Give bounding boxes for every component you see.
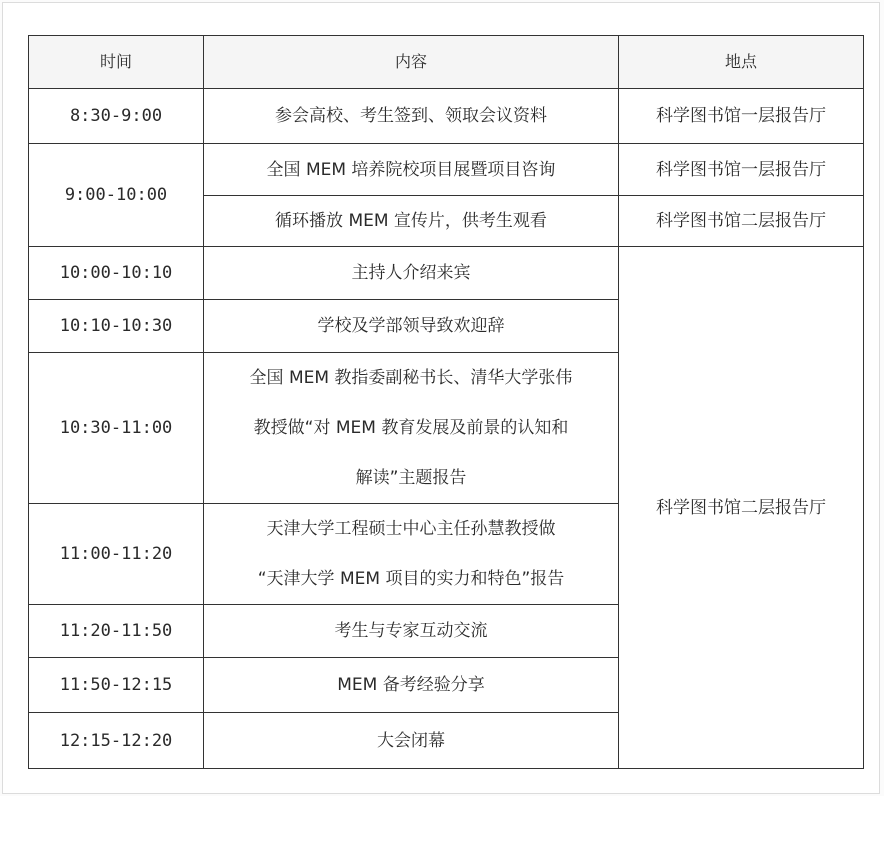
content-cell: 参会高校、考生签到、领取会议资料 bbox=[204, 89, 619, 144]
time-cell: 11:20-11:50 bbox=[29, 605, 204, 658]
bottom-band bbox=[0, 796, 884, 846]
content-line: 全国 MEM 教指委副秘书长、清华大学张伟 bbox=[249, 368, 573, 388]
place-cell: 科学图书馆一层报告厅 bbox=[619, 144, 864, 196]
time-cell: 10:00-10:10 bbox=[29, 247, 204, 300]
content-cell: 循环播放 MEM 宣传片，供考生观看 bbox=[204, 196, 619, 247]
content-cell: 主持人介绍来宾 bbox=[204, 247, 619, 300]
content-line: 教授做“对 MEM 教育发展及前景的认知和 bbox=[253, 418, 569, 438]
time-cell: 11:00-11:20 bbox=[29, 504, 204, 605]
time-cell: 12:15-12:20 bbox=[29, 713, 204, 769]
time-cell: 9:00-10:00 bbox=[29, 144, 204, 247]
content-cell: 大会闭幕 bbox=[204, 713, 619, 769]
table-row bbox=[29, 89, 864, 144]
content-line: “天津大学 MEM 项目的实力和特色”报告 bbox=[257, 569, 565, 589]
time-cell: 8:30-9:00 bbox=[29, 89, 204, 144]
content-line: 天津大学工程硕士中心主任孙慧教授做 bbox=[266, 519, 556, 539]
content-cell: MEM 备考经验分享 bbox=[204, 658, 619, 713]
content-cell bbox=[204, 353, 619, 504]
header-place: 地点 bbox=[619, 36, 864, 89]
content-cell: 全国 MEM 培养院校项目展暨项目咨询 bbox=[204, 144, 619, 196]
table-row bbox=[29, 144, 864, 196]
table-row bbox=[29, 247, 864, 300]
time-cell: 11:50-12:15 bbox=[29, 658, 204, 713]
content-cell: 学校及学部领导致欢迎辞 bbox=[204, 300, 619, 353]
place-cell: 科学图书馆一层报告厅 bbox=[619, 89, 864, 144]
content-cell: 考生与专家互动交流 bbox=[204, 605, 619, 658]
header-row bbox=[29, 36, 864, 89]
time-cell: 10:30-11:00 bbox=[29, 353, 204, 504]
place-cell: 科学图书馆二层报告厅 bbox=[619, 196, 864, 247]
header-content: 内容 bbox=[204, 36, 619, 89]
header-time: 时间 bbox=[29, 36, 204, 89]
place-cell-merged: 科学图书馆二层报告厅 bbox=[619, 247, 864, 769]
schedule-table bbox=[28, 35, 864, 769]
time-cell: 10:10-10:30 bbox=[29, 300, 204, 353]
content-cell bbox=[204, 504, 619, 605]
content-line: 解读”主题报告 bbox=[355, 468, 467, 488]
